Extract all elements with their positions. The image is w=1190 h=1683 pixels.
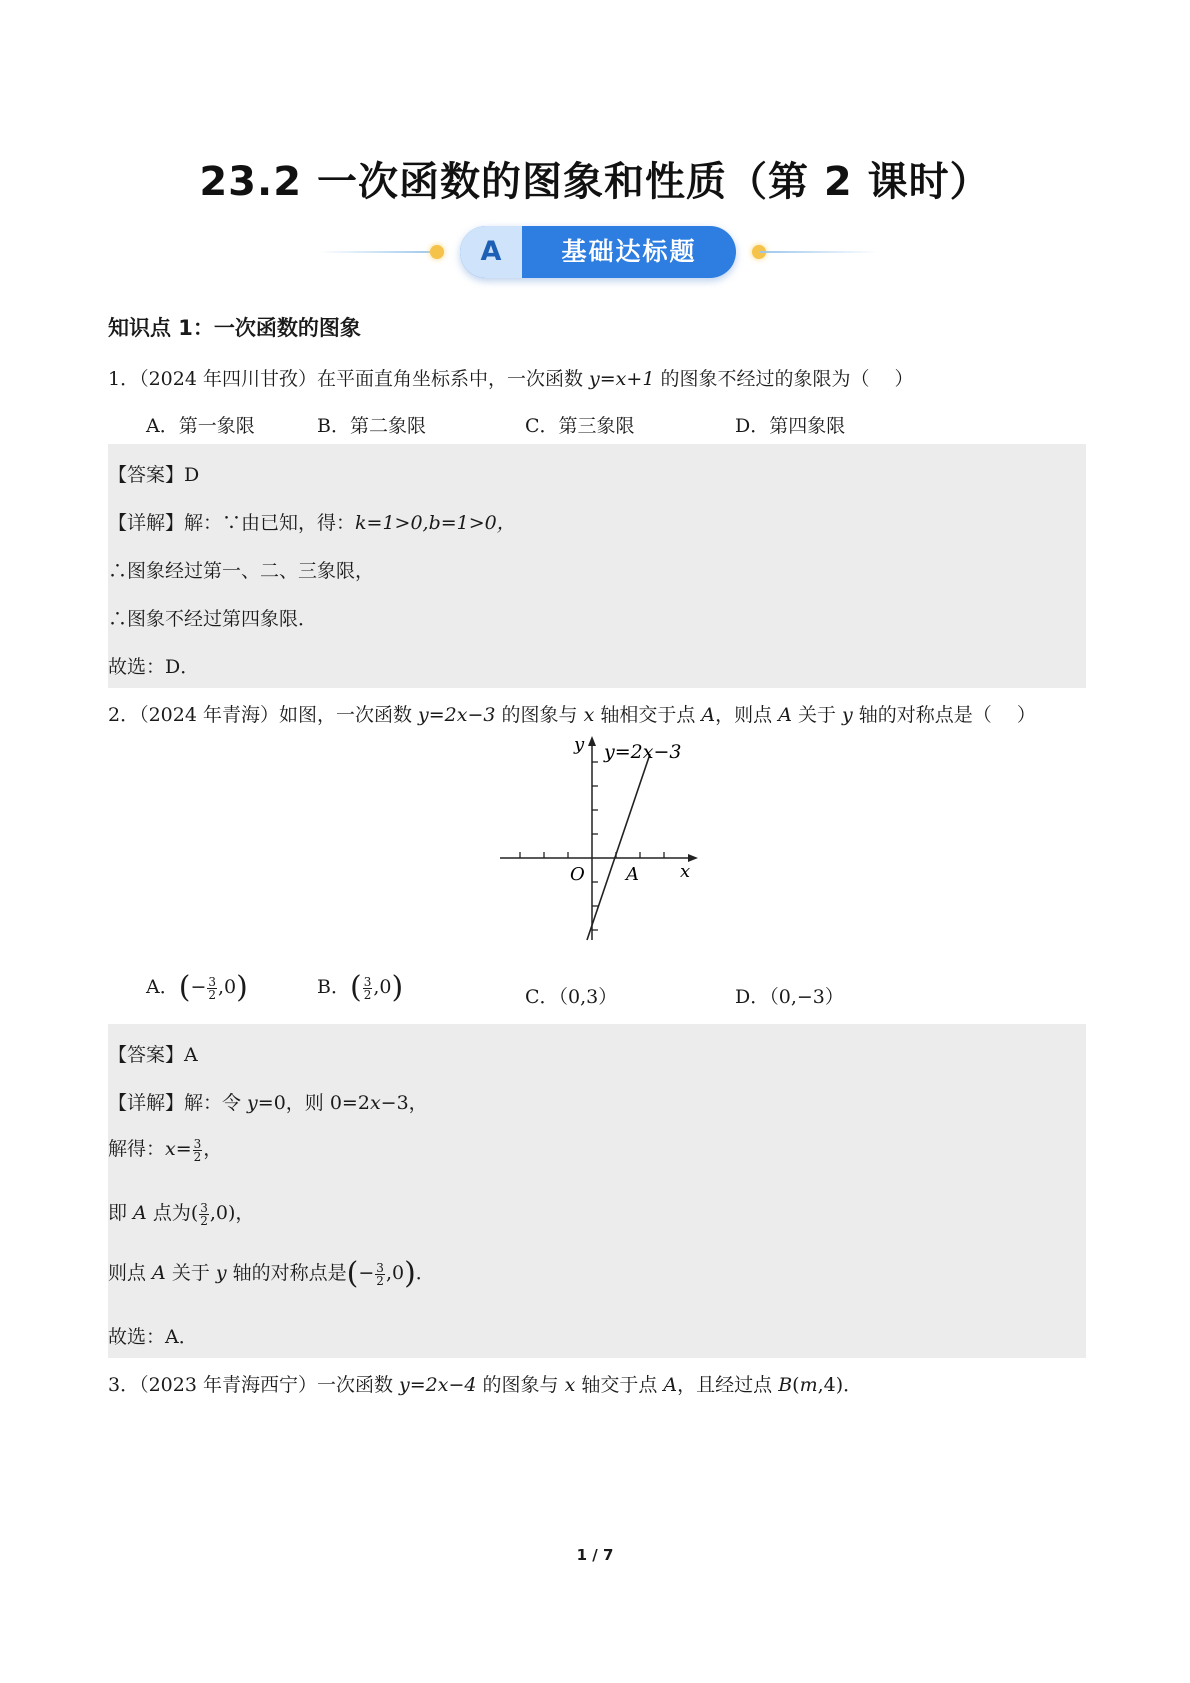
q1-detail-1 bbox=[108, 508, 516, 535]
q2-option-c: C．（0,3） bbox=[525, 986, 618, 1008]
q2-d1-a: 【详解】解：令 bbox=[108, 1092, 248, 1114]
q2-d4-e: 轴的对称点是 bbox=[226, 1262, 347, 1284]
y-ticks bbox=[592, 762, 598, 930]
zero-tail: ,0 bbox=[385, 1262, 405, 1284]
q3-point-a: A bbox=[663, 1374, 678, 1396]
x-axis-label: x bbox=[680, 861, 691, 882]
banner-line-left bbox=[318, 251, 436, 253]
q1-detail-4: 故选：D． bbox=[108, 656, 200, 678]
page-number: 1 / 7 bbox=[576, 1546, 614, 1564]
q2-point-a-2: A bbox=[778, 704, 792, 726]
q2-d4-c: 关于 bbox=[165, 1262, 216, 1284]
q3-text-5: ( bbox=[792, 1374, 800, 1396]
q2-d4-a: 则点 bbox=[108, 1262, 153, 1284]
linear-function-graph bbox=[494, 728, 704, 946]
zero-tail: ,0 bbox=[218, 976, 237, 998]
q3-var-m: m bbox=[799, 1374, 818, 1396]
paren-close: ) bbox=[404, 1256, 416, 1291]
q3-text-3: 轴交于点 bbox=[575, 1374, 664, 1396]
frac-num: 3 bbox=[376, 1260, 384, 1275]
page-title: 23.2 一次函数的图象和性质（第 2 课时） bbox=[199, 159, 991, 205]
banner-label: 基础达标题 bbox=[561, 237, 697, 266]
paren-open: ( bbox=[178, 970, 191, 1005]
paren-open: ( bbox=[346, 1256, 359, 1291]
zero-tail: ,0 bbox=[373, 976, 392, 998]
q2-option-b-prefix: B． bbox=[317, 976, 350, 998]
fraction-three-halves bbox=[199, 1202, 209, 1227]
q2-d4-f: ． bbox=[415, 1262, 435, 1284]
point-a-label: A bbox=[626, 864, 639, 885]
q2-detail-3 bbox=[108, 1198, 254, 1227]
q2-option-a-prefix: A． bbox=[146, 976, 179, 998]
q2-option-b bbox=[317, 972, 403, 1003]
q2-text-6: 轴的对称点是（ ） bbox=[852, 704, 1036, 726]
q2-d1-e: −3， bbox=[380, 1092, 428, 1114]
q3-text-2: 的图象与 bbox=[476, 1374, 565, 1396]
q2-detail-1 bbox=[108, 1088, 428, 1115]
q1-detail-1-math: k=1>0,b=1>0， bbox=[355, 512, 516, 534]
q1-expression: y=x+1 bbox=[589, 368, 655, 390]
question-3-stem bbox=[108, 1370, 862, 1397]
q2-d2-c: = bbox=[175, 1138, 192, 1160]
frac-den: 2 bbox=[376, 1273, 384, 1288]
q2-var-y: y bbox=[842, 704, 853, 726]
q1-option-b: B．第二象限 bbox=[317, 415, 426, 437]
q2-d2-b: x bbox=[165, 1138, 176, 1160]
banner-dot-left bbox=[430, 245, 444, 259]
q3-text-6: ,4)． bbox=[817, 1374, 863, 1396]
q2-d3-c: 点为( bbox=[146, 1202, 199, 1224]
fraction-three-halves bbox=[375, 1262, 385, 1287]
paren-close: ) bbox=[236, 970, 248, 1005]
q2-detail-5: 故选：A． bbox=[108, 1326, 198, 1348]
q2-d3-b: A bbox=[133, 1202, 147, 1224]
banner-letter: A bbox=[460, 226, 522, 278]
q3-point-b: B bbox=[778, 1374, 793, 1396]
q2-var-x: x bbox=[583, 704, 595, 726]
q2-option-d: D．（0,−3） bbox=[735, 986, 844, 1008]
frac-num: 3 bbox=[208, 974, 217, 989]
frac-den: 2 bbox=[200, 1213, 208, 1228]
q2-d3-a: 即 bbox=[108, 1202, 134, 1224]
q2-d2-a: 解得： bbox=[108, 1138, 166, 1160]
q1-option-c: C．第三象限 bbox=[525, 415, 635, 437]
line-label: y=2x−3 bbox=[604, 741, 682, 763]
q2-text-5: 关于 bbox=[791, 704, 843, 726]
frac-num: 3 bbox=[193, 1136, 202, 1151]
q2-d4-b: A bbox=[152, 1262, 166, 1284]
frac-den: 2 bbox=[208, 987, 217, 1002]
q2-d2-d: ， bbox=[203, 1138, 223, 1160]
paren-open: ( bbox=[349, 970, 362, 1005]
frac-num: 3 bbox=[363, 974, 372, 989]
q2-d3-d: ,0)， bbox=[209, 1202, 255, 1224]
paren-close: ) bbox=[391, 970, 404, 1005]
q2-text-2: 的图象与 bbox=[495, 704, 584, 726]
frac-den: 2 bbox=[193, 1149, 202, 1164]
question-2-stem bbox=[108, 700, 1036, 727]
q1-detail-1-text: 【详解】解：∵由已知，得： bbox=[108, 512, 356, 534]
fraction-three-halves bbox=[193, 1138, 203, 1163]
frac-num: 3 bbox=[200, 1200, 208, 1215]
section-banner bbox=[318, 222, 878, 282]
y-axis-label: y bbox=[574, 734, 585, 755]
banner-line-right bbox=[760, 251, 878, 253]
frac-den: 2 bbox=[363, 987, 372, 1002]
q1-option-a: A．第一象限 bbox=[146, 415, 255, 437]
banner-pill bbox=[460, 226, 736, 278]
question-1-stem bbox=[108, 364, 914, 391]
minus-sign: − bbox=[190, 976, 207, 998]
y-axis-arrow bbox=[588, 736, 596, 746]
q2-expression: y=2x−3 bbox=[418, 704, 496, 726]
minus-sign: − bbox=[358, 1262, 375, 1284]
q1-option-d: D．第四象限 bbox=[735, 415, 846, 437]
q2-detail-4 bbox=[108, 1258, 435, 1289]
q1-answer: 【答案】D bbox=[108, 464, 200, 486]
fraction-three-halves bbox=[207, 976, 217, 1001]
q2-text-4: ，则点 bbox=[715, 704, 779, 726]
knowledge-point-heading: 知识点 1：一次函数的图象 bbox=[108, 316, 361, 340]
q1-prefix: 1．（2024 年四川甘孜）在平面直角坐标系中，一次函数 bbox=[108, 368, 590, 390]
q3-expression: y=2x−4 bbox=[399, 1374, 477, 1396]
q3-text-1: 3．（2023 年青海西宁）一次函数 bbox=[108, 1374, 400, 1396]
q2-option-a bbox=[146, 972, 248, 1003]
q2-d4-d: y bbox=[215, 1262, 227, 1284]
q2-d1-b: y bbox=[247, 1092, 258, 1114]
q2-point-a: A bbox=[701, 704, 716, 726]
q1-suffix: 的图象不经过的象限为（ ） bbox=[654, 368, 914, 390]
q2-d1-d: x bbox=[369, 1092, 381, 1114]
function-line bbox=[587, 754, 650, 940]
q2-text-1: 2．（2024 年青海）如图，一次函数 bbox=[108, 704, 419, 726]
q3-text-4: ，且经过点 bbox=[677, 1374, 779, 1396]
q2-detail-2 bbox=[108, 1134, 222, 1163]
q2-answer: 【答案】A bbox=[108, 1044, 198, 1066]
q3-var-x: x bbox=[564, 1374, 576, 1396]
q2-d1-c: =0，则 0=2 bbox=[257, 1092, 370, 1114]
origin-label: O bbox=[570, 864, 585, 885]
q2-answer-box bbox=[108, 1024, 1086, 1358]
q1-detail-3: ∴图象不经过第四象限． bbox=[108, 608, 318, 630]
q1-answer-box bbox=[108, 444, 1086, 688]
q1-detail-2: ∴图象经过第一、二、三象限， bbox=[108, 560, 375, 582]
q2-text-3: 轴相交于点 bbox=[594, 704, 702, 726]
fraction-three-halves bbox=[363, 976, 373, 1001]
